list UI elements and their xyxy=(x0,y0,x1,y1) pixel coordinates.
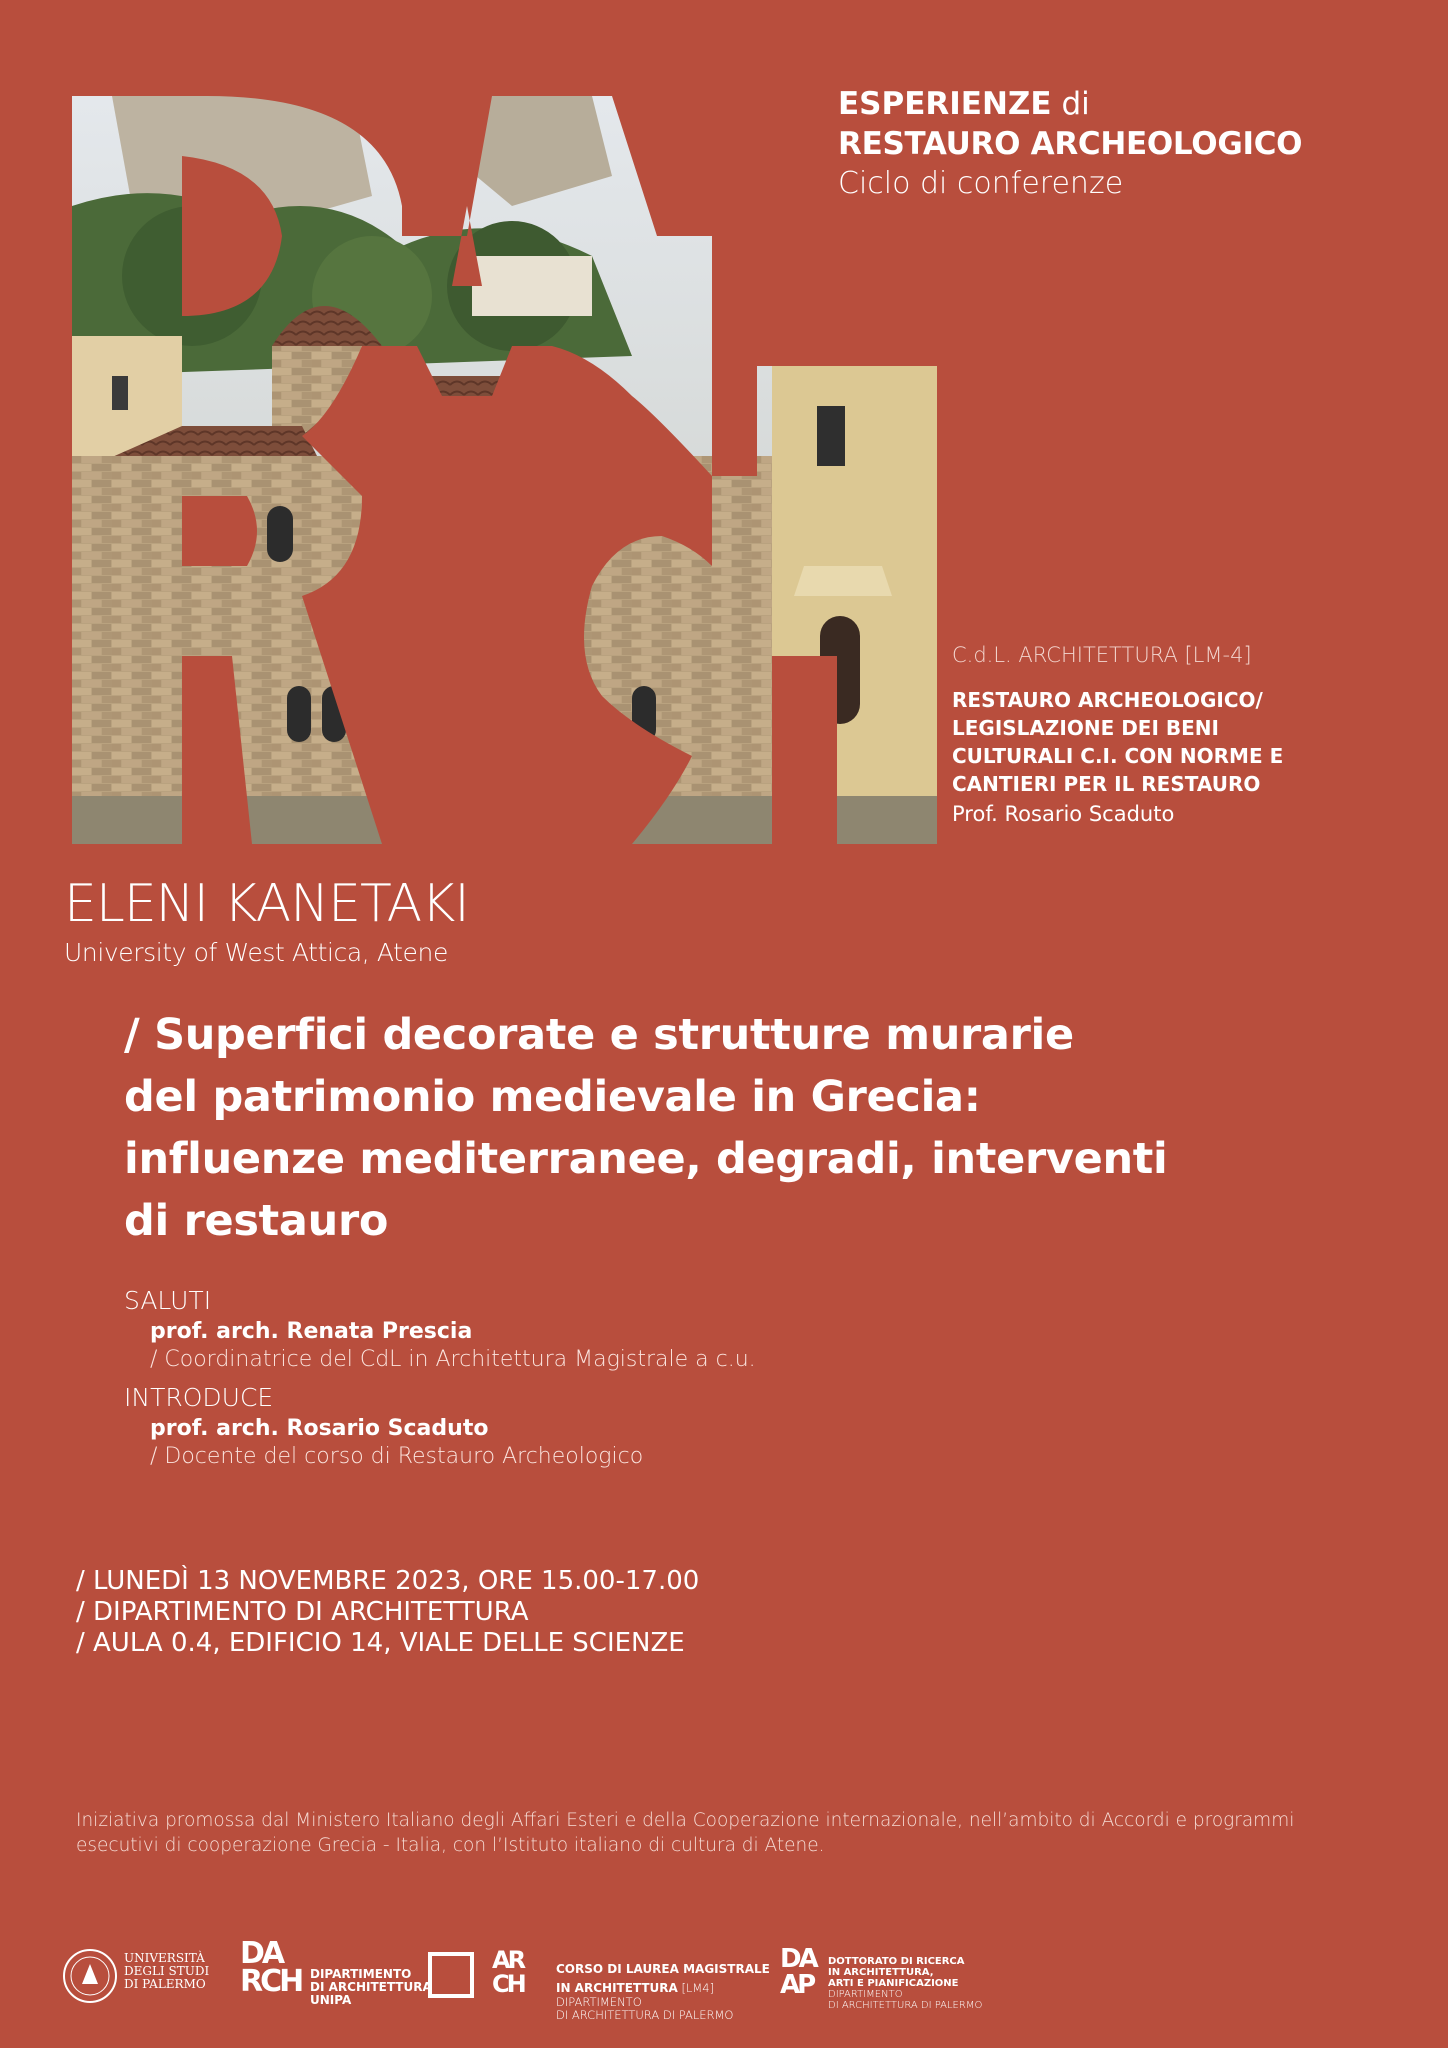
speaker-affiliation: University of West Attica, Atene xyxy=(64,938,448,967)
intro-role: / Docente del corso di Restauro Archeologico xyxy=(150,1444,644,1469)
darch-logo-text: DIPARTIMENTO DI ARCHITETTURA UNIPA xyxy=(310,1967,432,2007)
speaker-block xyxy=(64,872,469,970)
unipa-logo-text: UNIVERSITÀ DEGLI STUDI DI PALERMO xyxy=(124,1951,210,1991)
daap-title: DOTTORATO DI RICERCA IN ARCHITETTURA, ARTI E PIANIFICAZIONE xyxy=(828,1956,965,1989)
logos-row xyxy=(62,1936,1382,2022)
lecture-title-block xyxy=(124,1004,1284,1252)
hero-darch-photo xyxy=(72,96,937,844)
unipa-logo xyxy=(62,1940,222,2012)
greetings-name: prof. arch. Renata Prescia xyxy=(150,1319,473,1344)
daap-dept: DIPARTIMENTO DI ARCHITETTURA DI PALERMO xyxy=(828,1989,983,2011)
daap-mark: DAAP xyxy=(780,1944,816,2000)
square-icon xyxy=(428,1952,474,1998)
arch-course-dept: DIPARTIMENTO DI ARCHITETTURA DI PALERMO xyxy=(556,1995,734,2022)
greetings-label: SALUTI xyxy=(124,1286,212,1315)
greetings-role: / Coordinatrice del CdL in Architettura Magistrale a c.u. xyxy=(150,1347,756,1372)
initiative-note-text: Iniziativa promossa dal Ministero Italiano degli Affari Esteri e della Cooperazione internazionale, nell’ambito di Accordi e programmi esecutivi di cooperazione Grecia - Italia, con l’Istituto italiano di cultura di Atene. xyxy=(76,1810,1295,1856)
darch-mark-text: DARCH xyxy=(240,1936,302,1999)
series-line-1-light: di xyxy=(1051,86,1090,122)
course-professor: Prof. Rosario Scaduto xyxy=(952,802,1175,826)
arch-course-logo xyxy=(428,1940,828,2022)
program-block xyxy=(124,1284,1024,1478)
speaker-name: ELENI KANETAKI xyxy=(64,874,469,934)
course-name: RESTAURO ARCHEOLOGICO/ LEGISLAZIONE DEI BENI CULTURALI C.I. CON NORME E CANTIERI PER IL RESTAURO xyxy=(952,688,1284,796)
series-line-1 xyxy=(838,84,1398,124)
darch-mark xyxy=(240,1936,302,2002)
series-line-2: RESTAURO ARCHEOLOGICO xyxy=(838,126,1303,162)
event-room: / AULA 0.4, EDIFICIO 14, VIALE DELLE SCIENZE xyxy=(76,1628,685,1658)
course-info xyxy=(952,640,1332,830)
unipa-seal-icon xyxy=(62,1948,118,2004)
arch-course-title: CORSO DI LAUREA MAGISTRALE IN ARCHITETTURA xyxy=(556,1962,770,1995)
event-venue: / DIPARTIMENTO DI ARCHITETTURA xyxy=(76,1597,529,1627)
lecture-title: / Superfici decorate e strutture murarie del patrimonio medievale in Grecia: influenze mediterranee, degradi, interventi di restauro xyxy=(124,1010,1168,1246)
course-code: C.d.L. ARCHITETTURA [LM-4] xyxy=(952,643,1252,667)
series-header xyxy=(838,84,1398,204)
series-line-3: Ciclo di conferenze xyxy=(838,166,1124,201)
arch-course-code: [LM4] xyxy=(677,1981,715,1995)
arch-mark: ARCH xyxy=(492,1946,524,1998)
series-line-1-bold: ESPERIENZE xyxy=(838,86,1052,122)
event-date: / LUNEDÌ 13 NOVEMBRE 2023, ORE 15.00-17.00 xyxy=(76,1566,700,1596)
intro-label: INTRODUCE xyxy=(124,1383,274,1412)
intro-name: prof. arch. Rosario Scaduto xyxy=(150,1416,489,1441)
daap-logo xyxy=(780,1940,1080,2012)
event-details xyxy=(76,1566,699,1659)
initiative-note xyxy=(76,1808,1376,1858)
